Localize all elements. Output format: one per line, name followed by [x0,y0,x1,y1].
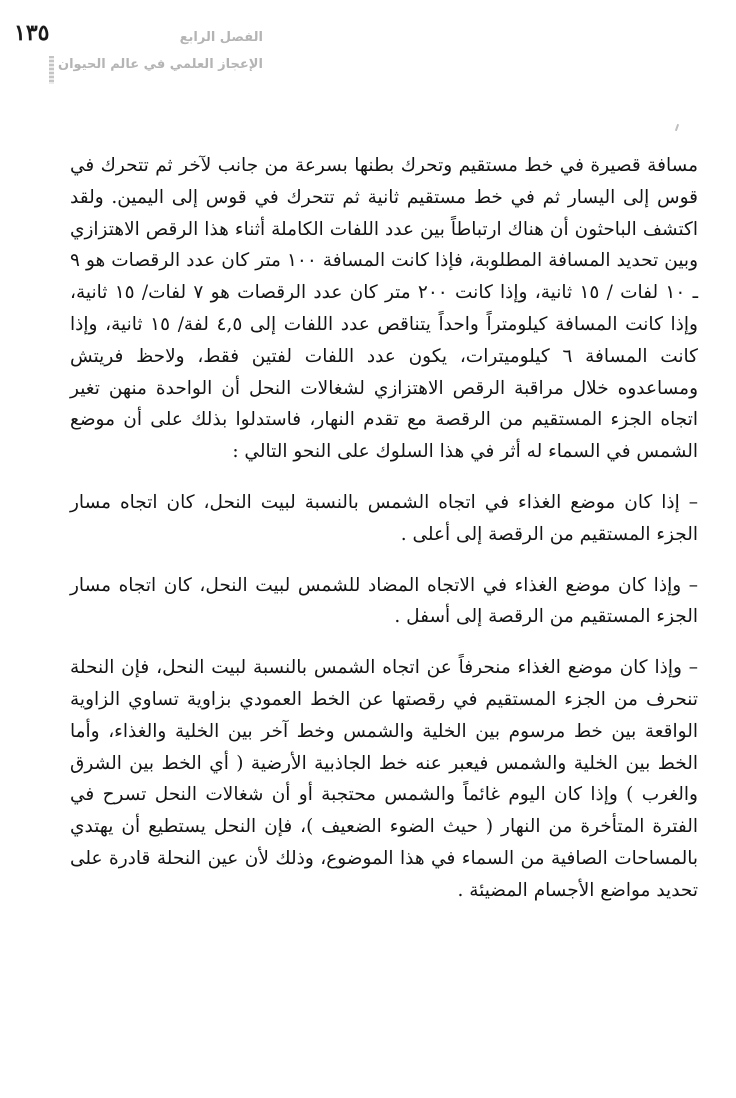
list-item-food-angled-from-sun: – وإذا كان موضع الغذاء منحرفاً عن اتجاه الشمس بالنسبة لبيت النحل، فإن النحلة تنحرف من الجزء المستقيم في رقصتها عن الخط العمودي بزاوية تساوي الزاوية الواقعة بين خط مرسوم بين الخلية والشمس وخط آخر بين الخلية والغذاء، وأما الخط بين الخلية والشمس فيعبر عنه خط الجاذبية الأرضية ( أي الخط بين الشرق والغرب ) وإذا كان اليوم غائماً والشمس محتجبة أو أن شغالات النحل تسرح في الفترة المتأخرة من النهار ( حيث الضوء الضعيف )، فإن النحل يستطيع أن يهتدي بالمساحات الصافية من السماء في هذا الموضوع، وذلك لأن عين النحلة قادرة على تحديد مواضع الأجسام المضيئة . [70,657,698,901]
header-marker [49,56,54,84]
book-section-title: الإعجاز العلمي في عالم الحيوان [58,57,263,72]
page-number: ١٣٥ [14,20,50,46]
chapter-title: الفصل الرابع [179,30,263,45]
list-item-food-opposite-sun: – وإذا كان موضع الغذاء في الاتجاه المضاد للشمس لبيت النحل، كان اتجاه مسار الجزء المستقيم من الرقصة إلى أسفل . [70,574,698,628]
page-body [70,150,698,907]
running-header [58,30,263,73]
list-item-food-toward-sun: – إذا كان موضع الغذاء في اتجاه الشمس بالنسبة لبيت النحل، كان اتجاه مسار الجزء المستقيم من الرقصة إلى أعلى . [70,491,698,545]
margin-mark [675,124,679,131]
paragraph-intro: مسافة قصيرة في خط مستقيم وتحرك بطنها بسرعة من جانب لآخر ثم تتحرك في قوس إلى اليسار ثم في خط مستقيم ثانية ثم تتحرك في قوس إلى اليمين. ولقد اكتشف الباحثون أن هناك ارتباطاً بين عدد اللفات الكاملة أثناء هذا الرقص الاهتزازي وبين تحديد المسافة المطلوبة، فإذا كانت المسافة ١٠٠ متر كان عدد الرقصات هو ٩ ـ ١٠ لفات / ١٥ ثانية، وإذا كانت ٢٠٠ متر كان عدد الرقصات هو ٧ لفات/ ١٥ ثانية، وإذا كانت المسافة كيلومتراً واحداً يتناقص عدد اللفات إلى ٤,٥ لفة/ ١٥ ثانية، وإذا كانت المسافة ٦ كيلوميترات، يكون عدد اللفات لفتين فقط، ولاحظ فريتش ومساعدوه خلال مراقبة الرقص الاهتزازي لشغالات النحل أن الواحدة منهن تغير اتجاه الجزء المستقيم من الرقصة مع تقدم النهار، فاستدلوا بذلك على أن موضع الشمس في السماء له أثر في هذا السلوك على النحو التالي : [70,155,698,463]
